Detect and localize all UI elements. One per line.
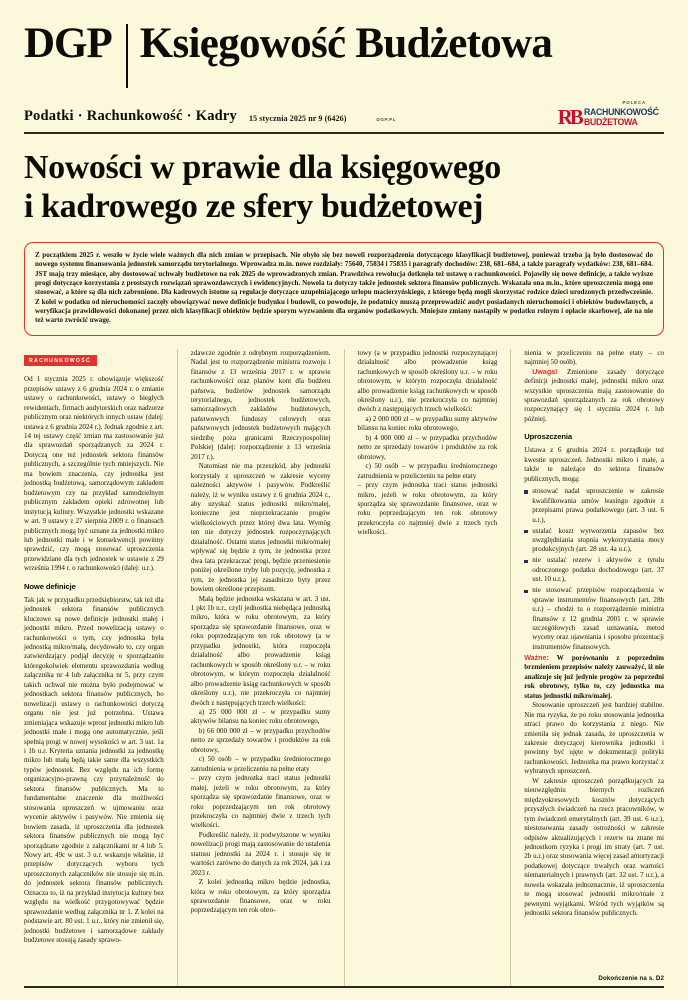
lead-paragraph-box: Z początkiem 2025 r. weszło w życie wiele ważnych dla nich zmian w przepisach. Nie obyło się bez noweli rozporządzenia dotyczącego klasyfikacji budżetowej, ponieważ trzeba ją było dostosować do nowego systemu finansowania jednostek samorządu terytorialnego. Wprowadza m.in. nowe rozdziały: 75640, 75834 i 75835 i paragrafy dochodów: 238, 681–684, a także paragrafy wydatków: 238, 681–684. JST mają trzy miesiące, aby dostosować uchwały budżetowe na rok 2025 do wprowadzonych zmian. Prawdziwa rewolucja dotknęła też ustawę o rachunkowości. Pojawiły się nowe definicje, a także wyższe progi dotyczące korzystania z prostszych rozwiązań sprawozdawczych i ewidencyjnych. Nowela ta dotyczy także jednostek sektora finansów publicznych. Wskazała ona m.in., które uproszczenia mogą one stosować, a które są dla nich zabronione. Dla kadrowych istotne są regulacje dotyczące uzupełniającego urlopu macierzyńskiego, z którego będą mogli skorzystać rodzice dzieci urodzonych przedwcześnie. Z kolei w podatku od nieruchomości zaczęły obowiązywać nowe definicje budynku i budowli, co powoduje, że podatnicy muszą przeprowadzić audyt posiadanych nieruchomości i obiektów budowlanych, a weryfikacja prawidłowości dokonanej przez nich klasyfikacji obiektów będzie sporym wyzwaniem dla organów podatkowych. Mniejsze zmiany nastąpiły w podatku rolnym i opłacie skarbowej, ale na nie też warto zwrócić uwagę. <box>24 242 664 336</box>
paragraph: Natomiast nie ma przeszkód, aby jednostki korzystały z uproszczeń w zakresie wyceny należności aktywów i pasywów. Podkreślić należy, iż w wyniku ustawy z 6 grudnia 2024 r., aby uzyskać status jednostki mikro/małej, konieczne jest nieprzekraczanie progów wielkościowych przez której dwa lata. Wymóg ten nie dotyczy jednostek rozpoczynających działalność. Ostatni status jednostki mikro/małej wpływać się będzie z tym, że jednostka przez dwa lata przekraczać progi, będzie przeniesienie poniżej określone tryby lub pozycję, jednostka z tym, że jednostka jej zasadniczo byty przez bowiem określone przepisom. <box>190 462 331 594</box>
paragraph: W zakresie uproszczeń porządkujących za nieuwzględniu biernych rozliczeń międzyokresowych kosztów dotyczących przyszłych świadczeń na rzecz pracowników, w tym świadczeń emerytalnych (art. 39 ust. 6 u.r.), niestosowania zasady ostrożności w zakresie odpisów aktualizujących i rezerw na znane mi jednostkom ryzyka i progi im straty (art. 7 ust. 2b u.r.) oraz stosowania więcej zasad amortyzacji podatkowej dotyczące trwałych oraz wartości niematerialnych i prawnych (art. 32 ust. 7 u.r.), a nowela wskazała jednoznacznie, iż uproszczenia te mogą stosować jednostki mikro/małe z pewnymi wyjątkami. Wśród tych wyjątków są jednostki sektora finansów publicznych. <box>524 776 664 918</box>
paragraph: towy (a w przypadku jednostki rozpoczynającej działalność albo prowadzenie ksiąg rachunkowych w sposób określony u.r. – w roku obrotowym, w którym rozpoczęła działalność albo prowadzenie ksiąg rachunkowych w sposób określony u.r.), nie przekroczyła co najmniej dwóch z następujących trzech wielkości: <box>357 348 498 414</box>
column-3 <box>358 349 498 987</box>
masthead-divider <box>126 24 128 88</box>
section-rachunkowosc[interactable]: Rachunkowość <box>86 108 183 124</box>
promo-block <box>558 100 664 127</box>
column-4 <box>524 349 664 987</box>
publication-title: Księgowość Budżetowa <box>139 20 553 67</box>
paragraph: Stosowanie uproszczeń jest bardziej stabilne. Nie ma ryzyka, że po roku stosowania jednostka utraci prawo do korzystania z niego. Nie zmieniła się jednak zasada, że uproszczenia w zakresie dotyczącej kierownika jednostki i powinny być ujęte w dokumentacji polityki rachunkowości. Jednostka ma prawo korzystać z wybranych uproszczeń. <box>524 701 664 776</box>
promo-logo <box>558 107 664 127</box>
section-dot: · <box>186 108 192 124</box>
bullet-item: nie ustalać rezerw i aktywów z tytułu odroczonego podatku dochodowego (art. 37 ust. 10 u.r.), <box>524 556 664 584</box>
bullet-item: nie stosować przepisów rozporządzenia w sprawie instrumentów finansowych (art. 28b u.r.) – chodzi tu o rozporządzenie ministra finansów z 12 grudnia 2001 r. w sprawie szczegółowych zasad uznawania, metod wyceny oraz ujawniania i sposobu prezentacji instrumentów finansowych. <box>524 586 664 652</box>
article-columns <box>24 349 664 987</box>
column-separator <box>344 349 345 987</box>
site-url: DGP.PL <box>376 117 397 122</box>
continuation-note: Dokończenie na s. D2 <box>598 975 664 982</box>
bullet-item: stosować nadal uproszczenie w zakresie kwalifikowania umów leasingu zgodnie z przepisami prawa podatkowego (art. 3 ust. 6 u.r.), <box>524 487 664 525</box>
bullet-list-uproszczenia <box>524 487 664 652</box>
issue-date: 15 stycznia 2025 nr 9 (6426) <box>249 114 347 123</box>
paragraph: Z kolei jednostką mikro będzie jednostka, która w roku obrotowym, za który sporządza sprawozdanie finansowe, oraz w roku poprzedzającym ten rok obro- <box>190 878 331 915</box>
column-2-text <box>191 349 331 916</box>
masthead-rule <box>24 132 664 134</box>
masthead-subrow <box>24 95 664 129</box>
promo-wordmark <box>584 107 664 127</box>
headline-line-2: i kadrowego ze sfery budżetowej <box>24 188 484 225</box>
paragraph: Podkreślić należy, iż podwyższone w wyniku nowelizacji progi mają zastosowanie do ustalenia statusu jednostki za 2024 r. i stosuje się te wartości zarówno do danych za rok 2024, jak i za 2023 r. <box>190 830 331 877</box>
subheading-uproszczenia: Uproszczenia <box>524 432 573 442</box>
note-uwaga <box>524 368 664 425</box>
note-wazne <box>524 654 664 701</box>
list-item-c: c) 50 osób – w przypadku średniorocznego zatrudnienia w przeliczeniu na pełne etaty <box>357 462 498 480</box>
list-item-c: c) 50 osób – w przypadku średniorocznego zatrudnienia w przeliczeniu na pełne etaty <box>190 755 331 773</box>
paragraph: nienia w przeliczeniu na pełne etaty – co najmniej 50 osób). <box>524 348 664 367</box>
paragraph: zdawcze zgodnie z odrębnym rozporządzeniem. Nadal jest to rozporządzenie ministra rozwoju i finansów z 13 września 2017 r. w sprawie rachunkowości oraz planów kont dla budżetu państwa, budżetów jednostek samorządu terytorialnego, jednostek budżetowych, samorządowych zakładów budżetowych, państwowych funduszy celowych oraz państwowych jednostek budżetowych mających siedzibę poza granicami Rzeczypospolitej Polskiej (dalej: rozporządzenie z 13 września 2017 r.). <box>190 348 331 461</box>
paragraph: Tak jak w przypadku przedsiębiorstw, tak też dla jednostek sektora finansów publicznych kluczowe są nowe definicje jednostki małej i jednostki mikro. Przed nowelizacją ustawy o rachunkowości o tym, czy jednostka była jednostką mikro/małą, decydowało to, czy organ zatwierdzający podjął decyzję o sporządzaniu któregokolwiek elementu sprawozdania według załącznika nr 4 lub załącznika nr 5, przy czym takich uchwał nie można było podejmować w jednostkach sektora finansów publicznych, bo nowelizacji ustawy o rachunkowości dotyczą organu nie jest już potrzebna. Ustawa zmieniająca wskazuje wprost jednostki mikro lub jednostki małe i mogą one automatycznie, jeśli spełnią progi w nowej wysokości w art. 3 ust. 1a i 1b u.r. Kryteria uznania jednostki za jednostkę mikro lub małą będą takie same dla wszystkich typów jednostek. Bez względu na ich formę organizacyjno-prawną czy przynależność do sektora finansów publicznych. Ma to fundamentalne znaczenie dla możliwości stosowania uproszczeń w ujmowaniu oraz wycenie aktywów i pasywów. Nie zmienia się bowiem zasada, iż uproszczenia dla jednostek sektora finansów publicznych nie mogą być sporządzane zgodnie z załącznikami nr 4 lub 5. Nowy art. 49c w ust. 3 u.r. wskazuje właśnie, iż przepisów dotyczących wyboru tych uproszczonych załączników nie stosuje się m.in. do jednostek sektora finansów publicznych. Oznacza to, iż na przykład instytucja kultury bez względu na wielkość przygotowywać będzie sprawozdanie według załącznika nr 1. Z kolei na podstawie art. 80 ust. 1 u.r., który nie zmienił się, jednostki budżetowe i samorządowe zakłady budżetowe stosują zasady sprawo- <box>24 595 164 945</box>
paragraph: – przy czym jednostka traci status jednostki małej, jeżeli w roku obrotowym, za który sporządza się sprawozdanie finansowe, oraz w roku poprzedzającym ten rok obrotowy przekroczyła co najmniej dwie z trzech tych wielkości. <box>190 774 331 830</box>
promo-kicker: POLECA <box>622 100 646 105</box>
section-dot: · <box>77 108 83 124</box>
list-item-b: b) 4 000 000 zł – w przypadku przychodów netto ze sprzedaży towarów i produktów za rok obrotowy, <box>357 433 498 461</box>
column-4-text <box>524 349 664 919</box>
column-1 <box>24 349 164 987</box>
column-separator <box>510 349 511 987</box>
list-item-b: b) 66 000 000 zł – w przypadku przychodów netto ze sprzedaży towarów i produktów za rok obrotowy, <box>190 726 331 754</box>
promo-line-2: BUDŻETOWA <box>583 116 638 127</box>
list-item-a: a) 2 000 000 zł – w przypadku sumy aktywów bilansu na koniec roku obrotowego, <box>357 414 498 433</box>
note-text-wazne: W porównaniu z poprzednim brzmieniem przepisów należy zauważyć, iż nie analizuje się już jedynie progów za poprzedni rok obrotowy, tylko to, czy jednostka ma status jednostki mikro/małej. <box>524 653 664 700</box>
brand-logo-dgp: DGP <box>24 20 112 67</box>
paragraph: – przy czym jednostka traci status jednostki mikro, jeżeli w roku obrotowym, za który sporządza się sprawozdanie finansowe, oraz w roku poprzedzającym ten rok obrotowy przekroczyła co najmniej dwie z trzech tych wielkości. <box>357 481 498 537</box>
bullet-item: ustalać koszt wytworzenia zapasów bez uwzględniania stopnia wykorzystania mocy produkcyjnych (art. 28 ust. 4a u.r.), <box>524 527 664 555</box>
page-footer <box>24 975 664 988</box>
section-kadry[interactable]: Kadry <box>195 108 237 124</box>
note-label-uwaga: Uwaga! <box>532 367 558 376</box>
column-3-text <box>358 349 498 538</box>
promo-line-1: RACHUNKOWOŚĆ <box>583 106 659 117</box>
page-title <box>24 148 664 226</box>
section-list <box>24 108 237 125</box>
column-separator <box>177 349 178 987</box>
paragraph: Małą będzie jednostka wskazana w art. 3 ust. 1 pkt 1b u.r., czyli jednostka niebędąca jednostką mikro, która w roku obrotowym, za który sporządza się sprawozdanie finansowe, oraz w roku poprzedzającym ten rok obrotowy (a w przypadku jednostki, która rozpoczęła działalność albo prowadzenie ksiąg rachunkowych w sposób określony u.r. – w roku obrotowym, w którym rozpoczęła działalność albo prowadzenie ksiąg rachunkowych w sposób określony u.r.), nie przekroczyła co najmniej dwóch z następujących trzech wielkości: <box>190 594 331 707</box>
masthead <box>24 0 664 88</box>
list-item-a: a) 25 000 000 zł – w przypadku sumy aktywów bilansu na koniec roku obrotowego, <box>190 707 331 726</box>
subheading-nowe-definicje: Nowe definicje <box>24 581 76 591</box>
section-podatki[interactable]: Podatki <box>24 108 74 124</box>
note-label-wazne: Ważne: <box>524 653 549 662</box>
rb-monogram-icon: RB <box>557 105 581 129</box>
footer-rule <box>24 986 664 988</box>
note-text-uwaga: Zmienione zasady dotyczące definicji jednostki małej, jednostki mikro oraz wszystkie uproszczenia mają zastosowanie do sprawozdań sporządzanych za rok obrotowy rozpoczynający się 1 stycznia 2024 r. lub później. <box>524 367 664 423</box>
paragraph: Ustawa z 6 grudnia 2024 r. porządkuje też kwestie uproszczeń. Jednostki mikro i małe, a także te należące do sektora finansów publicznych, mogą: <box>524 446 664 483</box>
column-1-text <box>24 375 164 945</box>
column-2 <box>191 349 331 987</box>
category-tag-rachunkowosc: RACHUNKOWOŚĆ <box>24 355 97 367</box>
headline-line-1: Nowości w prawie dla księgowego <box>24 149 501 186</box>
paragraph: Od 1 stycznia 2025 r. obowiązuje większość przepisów ustawy z 6 grudnia 2024 r. o zmianie ustawy o rachunkowości, ustawy o biegłych rewidentach, firmach audytorskich oraz nadzorze publicznym oraz niektórych innych ustaw (dalej: ustawa z 6 grudnia 2024 r.). Jednak zgodnie z art. 14 tej ustawy część zmian ma zastosowanie już dla sprawozdań sporządzanych za 2024 r. Dotyczą one też jednostek sektora finansów publicznych, a szczególnie tych mniejszych. Nie ma bowiem znaczenia, czy jednostka jest jednostką budżetową, samorządowym zakładem budżetowym czy na przykład samodzielnym publicznym zakładem opieki zdrowotnej lub instytucją kultury. Wszystkie jednostki wskazane w art. 9 ustawy z 27 sierpnia 2009 r. o finansach publicznych mogą być uznane za jednostki mikro lub jednostki małe i w konsekwencji powinny sprawdzić, czy mogą stosować uproszczenia przewidziane dla tych jednostek w ustawie z 29 września 1994 r. o rachunkowości (dalej: u.r.). <box>24 375 164 573</box>
